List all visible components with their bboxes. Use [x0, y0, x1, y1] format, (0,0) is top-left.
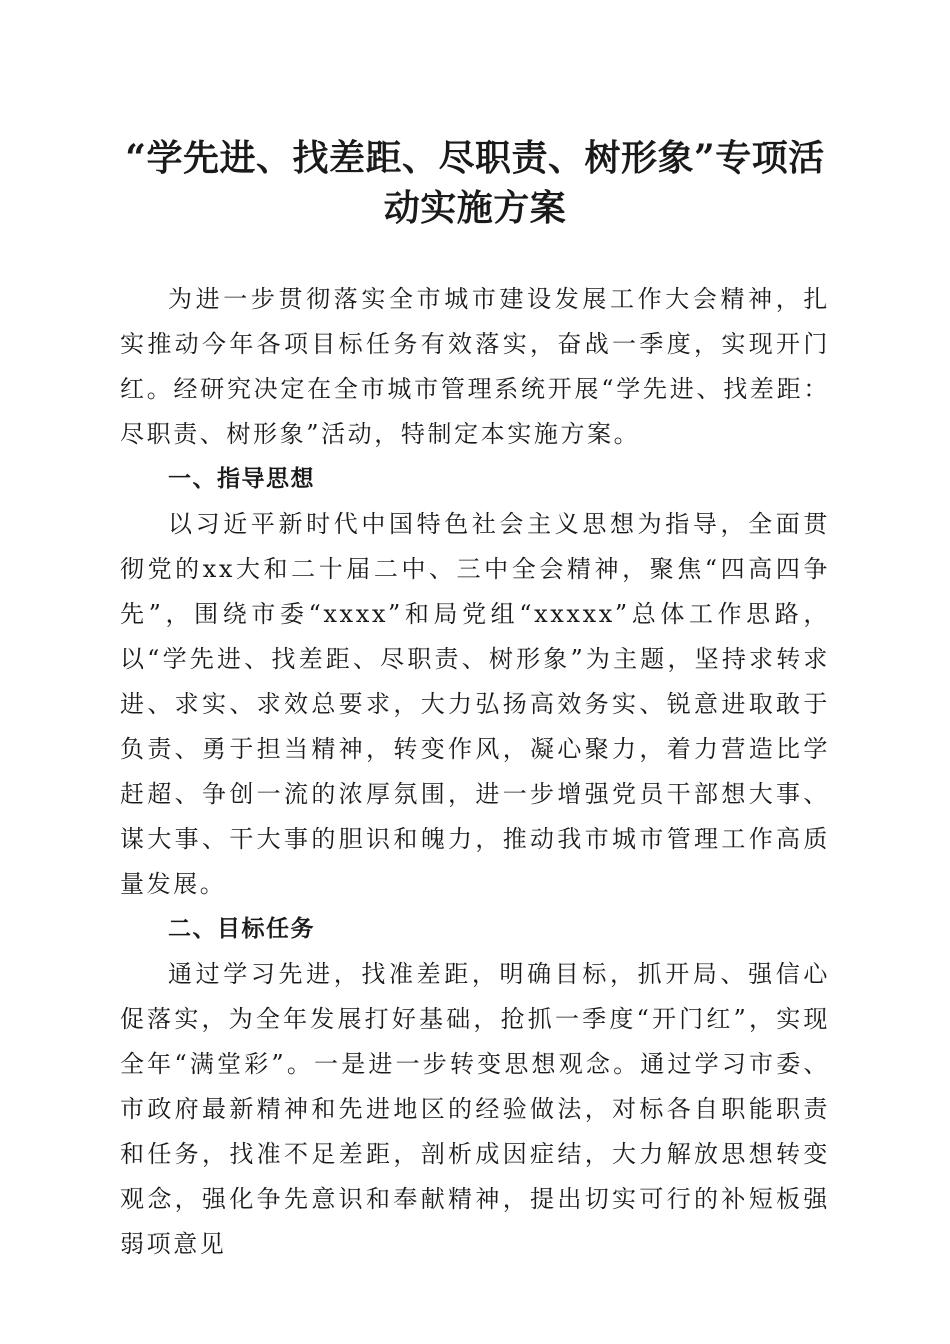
section-paragraph-goals-tasks: 通过学习先进，找准差距，明确目标，抓开局、强信心促落实，为全年发展打好基础，抢抓一季度“开门红”，实现全年“满堂彩”。一是进一步转变思想观念。通过学习市委、市政府最新精神和先进地区的经验做法，对标各自职能职责和任务，找准不足差距，剖析成因症结，大力解放思想转变观念，强化争先意识和奉献精神，提出切实可行的补短板强弱项意见	[120, 960, 830, 1258]
intro-paragraph: 为进一步贯彻落实全市城市建设发展工作大会精神，扎实推动今年各项目标任务有效落实，奋战一季度，实现开门红。经研究决定在全市城市管理系统开展“学先进、找差距：尽职责、树形象”活动，特制定本实施方案。	[120, 285, 830, 448]
section-heading-goals-tasks: 二、目标任务	[168, 916, 315, 942]
document-body	[120, 277, 830, 1267]
document-title: “学先进、找差距、尽职责、树形象”专项活动实施方案	[125, 137, 825, 229]
section-heading-guiding-thought: 一、指导思想	[168, 466, 315, 492]
section-paragraph-guiding-thought: 以习近平新时代中国特色社会主义思想为指导，全面贯彻党的xx大和二十届二中、三中全会精神，聚焦“四高四争先”，围绕市委“xxxx”和局党组“xxxxx”总体工作思路，以“学先进、找差距、尽职责、树形象”为主题，坚持求转求进、求实、求效总要求，大力弘扬高效务实、锐意进取敢于负责、勇于担当精神，转变作风，凝心聚力，着力营造比学赶超、争创一流的浓厚氛围，进一步增强党员干部想大事、谋大事、干大事的胆识和魄力，推动我市城市管理工作高质量发展。	[120, 510, 830, 898]
